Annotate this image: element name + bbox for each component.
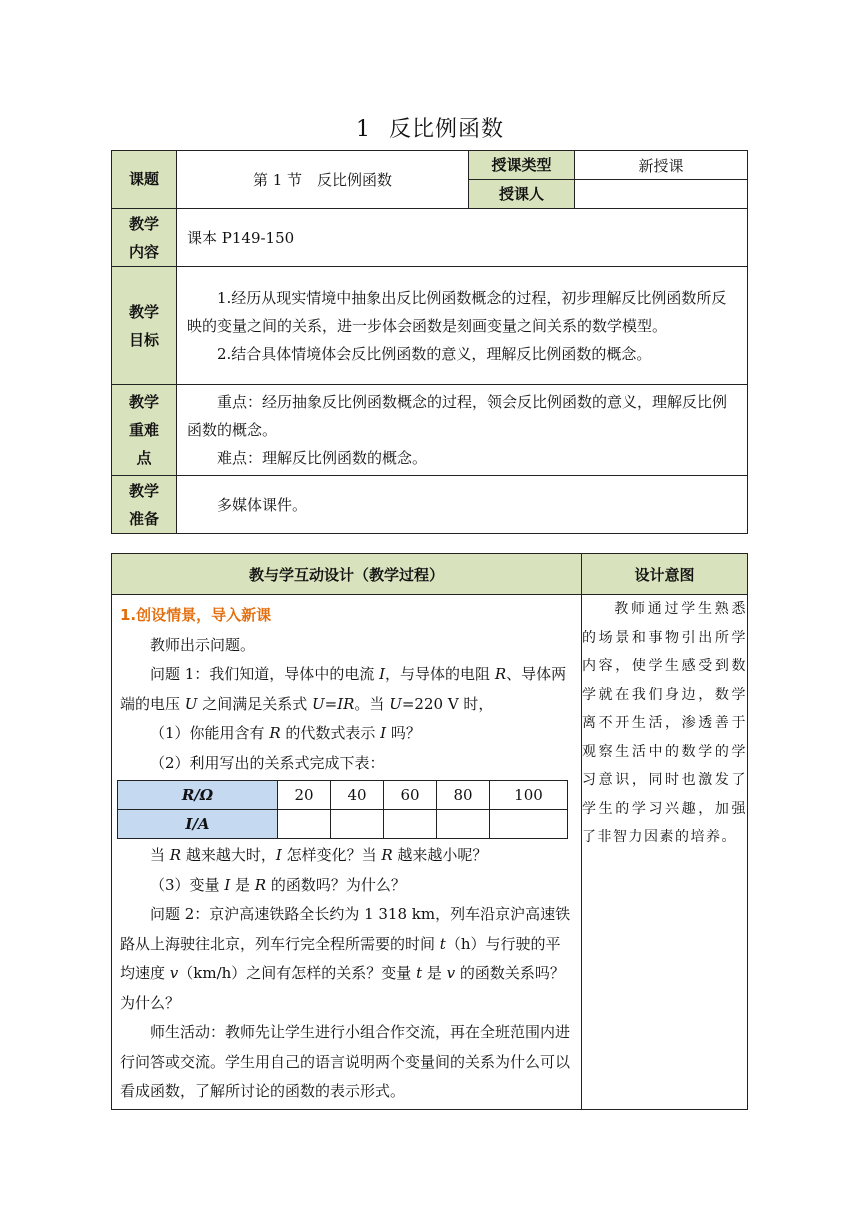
type-label: 授课类型 (469, 151, 575, 180)
table-cell: 40 (331, 781, 384, 810)
sub-question-3: （3）变量 I 是 R 的函数吗？为什么？ (150, 875, 406, 894)
table-cell-empty (490, 810, 568, 839)
title-number: 1 (355, 117, 371, 142)
content-label: 教学 内容 (112, 209, 177, 267)
topic-value: 第 1 节 反比例函数 (177, 151, 469, 209)
process-table (111, 553, 748, 1110)
question-2: 问题 2：京沪高速铁路全长约为 1 318 km，列车沿京沪高速铁路从上海驶往北京，列车行完全程所需要的时间 t（h）与行驶的平均速度 v（km/h）之间有怎样的关系？变量 t 是 v 的函数关系吗？为什么？ (120, 905, 571, 1012)
sub-question-1: （1）你能用含有 R 的代数式表示 I 吗？ (150, 724, 421, 742)
page-title (0, 112, 860, 143)
content-value: 课本 P149-150 (177, 209, 748, 267)
table-cell: 80 (437, 781, 490, 810)
process-header: 教与学互动设计（教学过程） (112, 554, 582, 595)
prep-value: 多媒体课件。 (177, 476, 748, 534)
table-cell-empty (384, 810, 437, 839)
intent-header: 设计意图 (582, 554, 748, 595)
teacher-value (575, 180, 748, 209)
design-intent (582, 595, 748, 1110)
table-cell-empty (278, 810, 331, 839)
topic-label: 课题 (112, 151, 177, 209)
table-header-i: I/A (118, 810, 278, 839)
follow-up: 当 R 越来越大时，I 怎样变化？当 R 越来越小呢？ (150, 846, 488, 864)
goal-label: 教学 目标 (112, 267, 177, 385)
table-cell-empty (437, 810, 490, 839)
intent-text: 教师通过学生熟悉的场景和事物引出所学内容，使学生感受到数学就在我们身边，数学离不开生活，渗透善于观察生活中的数学的学习意识，同时也激发了学生的学习兴趣，加强了非智力因素的培养。 (582, 601, 747, 845)
question-1: 问题 1：我们知道，导体中的电流 I，与导体的电阻 R、导体两端的电压 U 之间满足关系式 U=IR。当 U=220 V 时， (120, 665, 567, 713)
key-point: 重点：经历抽象反比例函数概念的过程，领会反比例函数的意义，理解反比例函数的概念。 (187, 393, 728, 439)
resistance-table (117, 780, 568, 839)
table-header-r: R/Ω (118, 781, 278, 810)
section-title: 1.创设情景，导入新课 (120, 606, 272, 624)
table-cell: 20 (278, 781, 331, 810)
difficulty: 难点：理解反比例函数的概念。 (217, 449, 428, 467)
goal-content (177, 267, 748, 385)
lesson-info-table (111, 150, 748, 534)
table-cell: 60 (384, 781, 437, 810)
key-content (177, 385, 748, 476)
goal-1: 1.经历从现实情境中抽象出反比例函数概念的过程，初步理解反比例函数所反映的变量之间的关系，进一步体会函数是刻画变量之间关系的数学模型。 (187, 288, 727, 335)
activity: 师生活动：教师先让学生进行小组合作交流，再在全班范围内进行问答或交流。学生用自己的语言说明两个变量间的关系为什么可以看成函数，了解所讨论的函数的表示形式。 (120, 1023, 571, 1100)
process-content (112, 595, 582, 1110)
key-label: 教学 重难 点 (112, 385, 177, 476)
teacher-label: 授课人 (469, 180, 575, 209)
table-cell-empty (331, 810, 384, 839)
paragraph: 教师出示问题。 (150, 635, 256, 654)
prep-label: 教学 准备 (112, 476, 177, 534)
table-cell: 100 (490, 781, 568, 810)
title-text: 反比例函数 (388, 117, 504, 142)
type-value: 新授课 (575, 151, 748, 180)
goal-2: 2.结合具体情境体会反比例函数的意义，理解反比例函数的概念。 (217, 344, 652, 363)
sub-question-2: （2）利用写出的关系式完成下表： (150, 753, 385, 772)
